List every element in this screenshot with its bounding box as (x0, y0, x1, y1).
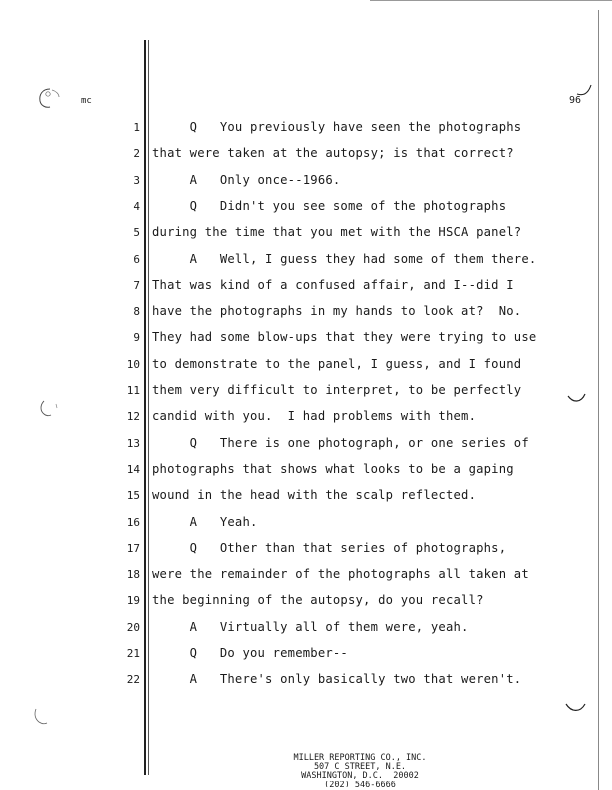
transcript-line: them very difficult to interpret, to be perfectly (152, 383, 522, 397)
reporter-initials: mc (81, 96, 92, 106)
footer-phone: (202) 546-6666 (324, 781, 396, 787)
line-number: 3 (133, 174, 140, 187)
transcript-line: A Yeah. (152, 515, 258, 529)
transcript-line: Q Other than that series of photographs, (152, 541, 507, 555)
line-number: 17 (126, 542, 140, 555)
reporter-footer (250, 754, 470, 787)
line-number: 13 (126, 437, 140, 450)
line-number: 21 (126, 647, 140, 660)
transcript-line: That was kind of a confused affair, and I--did I (152, 278, 514, 292)
line-number: 18 (126, 568, 140, 581)
line-number: 10 (126, 358, 140, 371)
transcript-line: A There's only basically two that weren't. (152, 672, 522, 686)
line-number: 14 (126, 463, 140, 476)
transcript-line: that were taken at the autopsy; is that correct? (152, 146, 514, 160)
page-number: 96 (569, 95, 582, 106)
transcript-line: Q Do you remember-- (152, 646, 348, 660)
footer-street: 507 C STREET, N.E. (313, 762, 407, 772)
transcript-line: wound in the head with the scalp reflected. (152, 488, 477, 502)
footer-city: WASHINGTON, D.C. 20002 (301, 771, 419, 781)
line-number: 8 (133, 305, 140, 318)
line-number: 4 (133, 200, 140, 213)
transcript-line: were the remainder of the photographs all taken at (152, 567, 529, 581)
line-number: 19 (126, 594, 140, 607)
top-rule (370, 0, 612, 1)
line-number: 6 (133, 253, 140, 266)
line-number: 20 (126, 621, 140, 634)
binder-hole-mark (30, 705, 58, 731)
right-edge-line (598, 10, 599, 790)
transcript-line: have the photographs in my hands to look at? No. (152, 304, 522, 318)
transcript-line: They had some blow-ups that they were trying to use (152, 330, 537, 344)
line-number: 11 (126, 384, 140, 397)
transcript-line: Q There is one photograph, or one series of (152, 436, 529, 450)
line-number: 7 (133, 279, 140, 292)
page-curl-mark (565, 388, 589, 410)
line-number: 12 (126, 410, 140, 423)
line-number: 5 (133, 226, 140, 239)
line-number: 16 (126, 516, 140, 529)
line-number: 22 (126, 673, 140, 686)
left-margin-rule-inner (148, 40, 149, 775)
left-margin-rule (144, 40, 146, 775)
binder-hole-mark (36, 86, 66, 112)
transcript-line: photographs that shows what looks to be a gaping (152, 462, 514, 476)
transcript-line: A Well, I guess they had some of them there. (152, 252, 537, 266)
line-number: 1 (133, 121, 140, 134)
transcript-line: Q You previously have seen the photographs (152, 120, 522, 134)
line-number: 2 (133, 147, 140, 160)
line-number: 9 (133, 331, 140, 344)
transcript-line: the beginning of the autopsy, do you recall? (152, 593, 484, 607)
transcript-line: A Only once--1966. (152, 173, 341, 187)
transcript-line: A Virtually all of them were, yeah. (152, 620, 469, 634)
line-number: 15 (126, 489, 140, 502)
transcript-line: Q Didn't you see some of the photographs (152, 199, 507, 213)
page-curl-mark (563, 696, 589, 720)
footer-company: MILLER REPORTING CO., INC. (293, 753, 427, 763)
transcript-line: to demonstrate to the panel, I guess, and I found (152, 357, 522, 371)
binder-hole-mark (36, 396, 64, 422)
transcript-line: candid with you. I had problems with them. (152, 409, 477, 423)
transcript-line: during the time that you met with the HSCA panel? (152, 225, 522, 239)
